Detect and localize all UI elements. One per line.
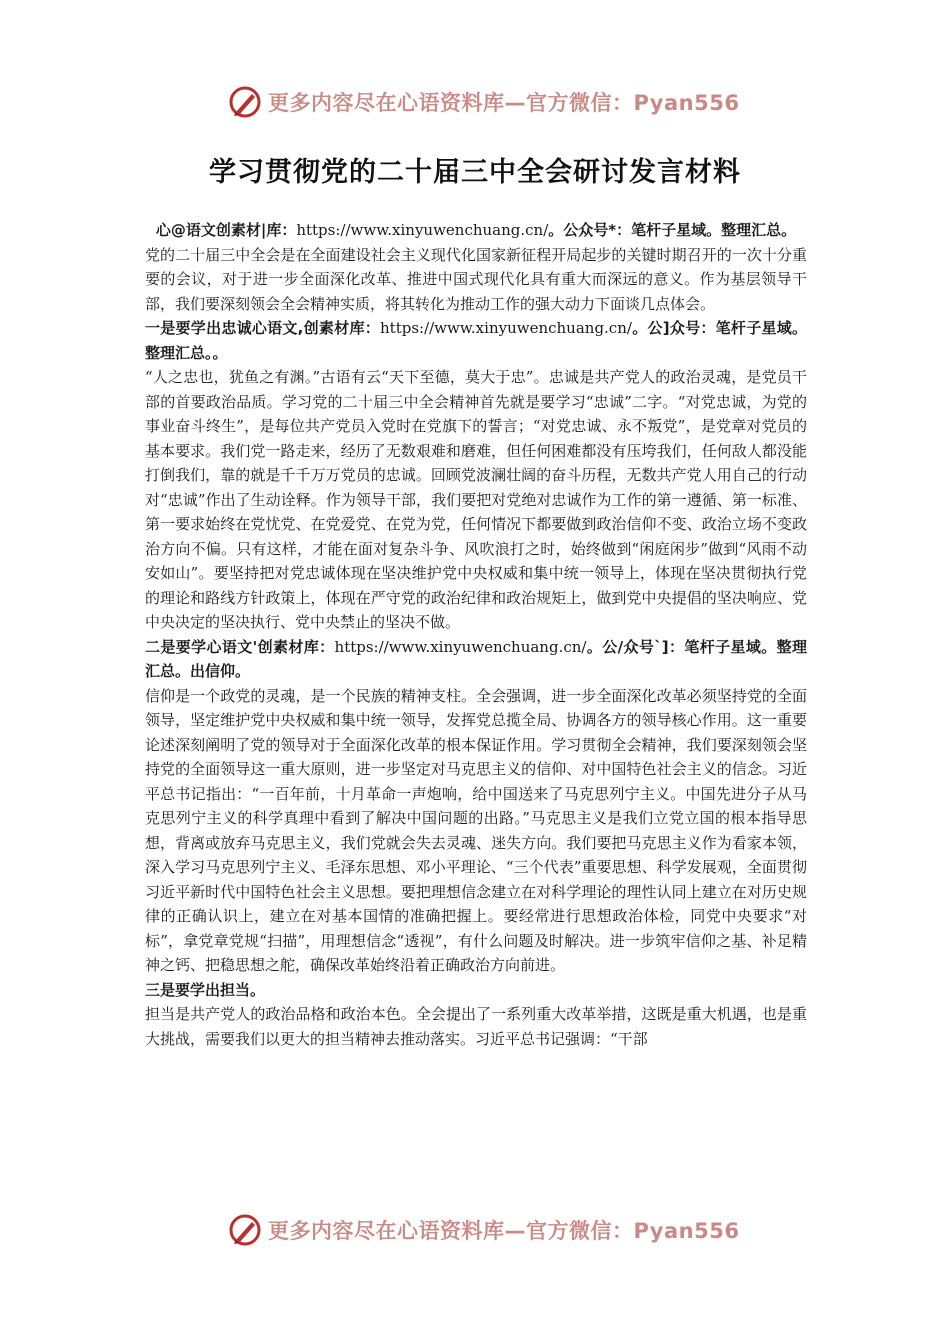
intro-paragraph: 党的二十届三中全会是在全面建设社会主义现代化国家新征程开局起步的关键时期召开的一次十分重要的会议，对于进一步全面深化改革、推进中国式现代化具有重大而深远的意义。作为基层领导干部，我们要深刻领会全会精神实质，将其转化为推动工作的强大动力下面谈几点体会。 [145,245,807,313]
document-body [145,218,807,1051]
section2-url-link[interactable]: https://www.xinyuwenchuang.cn/ [334,637,587,656]
section1-paragraph: “人之忠也，犹鱼之有渊。”古语有云“天下至德，莫大于忠”。忠诚是共产党人的政治灵魂，是党员干部的首要政治品质。学习党的二十届三中全会精神首先就是要学习“忠诚”二字。“对党忠诚，为党的事业奋斗终生”，是每位共产党员入党时在党旗下的誓言；“对党忠诚、永不叛党”，是党章对党员的基本要求。我们党一路走来，经历了无数艰难和磨难，但任何困难都没有压垮我们，任何敌人都没能打倒我们，靠的就是千千万万党员的忠诚。回顾党波澜壮阔的奋斗历程，无数共产党人用自己的行动对“忠诚”作出了生动诠释。作为领导干部，我们要把对党绝对忠诚作为工作的第一遵循、第一标准、第一要求始终在党忧党、在党爱党、在党为党，任何情况下都要做到政治信仰不变、政治立场不变政治方向不偏。只有这样，才能在面对复杂斗争、风吹浪打之时，始终做到“闲庭闲步”做到“风雨不动安如山”。要坚持把对党忠诚体现在坚决维护党中央权威和集中统一领导上，体现在坚决贯彻执行党的理论和路线方针政策上，体现在严守党的政治纪律和政治规矩上，做到党中央提倡的坚决响应、党中央决定的坚决执行、党中央禁止的坚决不做。 [145,368,807,631]
banner-text: 更多内容尽在心语资料库—官方微信：Pyan556 [268,1219,740,1243]
source-note [145,218,807,243]
section2-heading [145,635,807,684]
banner-text: 更多内容尽在心语资料库—官方微信：Pyan556 [268,91,740,115]
pen-logo-icon [228,1213,262,1247]
section2-heading-prefix: 二是要学心语文'创素材库： [145,637,335,656]
section1-heading-suffix: 。公]众号：笔杆子星域。整理汇总。。 [145,319,808,362]
source-note-suffix: 。公众号*：笔杆子星域。整理汇总。 [548,221,797,239]
pen-logo-icon [228,85,262,119]
section1-heading-prefix: 一是要学出忠诚心语文,创素材库： [145,319,380,337]
top-banner [228,82,748,122]
page-title: 学习贯彻党的二十届三中全会研讨发言材料 [209,157,741,188]
section3-heading: 三是要学出担当。 [145,980,266,999]
section2-heading-suffix: 。公/众号`]：笔杆子星域。整理汇总。出信仰。 [145,637,807,680]
section3-paragraph: 担当是共产党人的政治品格和政治本色。全会提出了一系列重大改革举措，这既是重大机遇，也是重大挑战，需要我们以更大的担当精神去推动落实。习近平总书记强调：“干部 [145,1005,807,1048]
section2-paragraph: 信仰是一个政党的灵魂，是一个民族的精神支柱。全会强调，进一步全面深化改革必须坚持党的全面领导，坚定维护党中央权威和集中统一领导，发挥党总揽全局、协调各方的领导核心作用。这一重要论述深刻阐明了党的领导对于全面深化改革的根本保证作用。学习贯彻全会精神，我们要深刻领会坚持党的全面领导这一重大原则，进一步坚定对马克思主义的信仰、对中国特色社会主义的信念。习近平总书记指出：“一百年前，十月革命一声炮响，给中国送来了马克思列宁主义。中国先进分子从马克思列宁主义的科学真理中看到了解决中国问题的出路。”马克思主义是我们立党立国的根本指导思想，背离或放弃马克思主义，我们党就会失去灵魂、迷失方向。我们要把马克思主义作为看家本领，深入学习马克思列宁主义、毛泽东思想、邓小平理论、“三个代表”重要思想、科学发展观，全面贯彻习近平新时代中国特色社会主义思想。要把理想信念建立在对科学理论的理性认同上建立在对历史规律的正确认识上，建立在对基本国情的准确把握上。要经常进行思想政治体检，同党中央要求“对标”，拿党章党规“扫描”，用理想信念“透视”，有什么问题及时解决。进一步筑牢信仰之基、补足精神之钙、把稳思想之舵，确保改革始终沿着正确政治方向前进。 [145,686,807,974]
section1-heading [145,316,807,365]
source-url-link[interactable]: https://www.xinyuwenchuang.cn/ [296,221,549,239]
source-note-prefix: 心@语文创素材|库： [155,221,297,239]
section1-url-link[interactable]: https://www.xinyuwenchuang.cn/ [380,319,632,337]
bottom-banner [228,1210,748,1250]
